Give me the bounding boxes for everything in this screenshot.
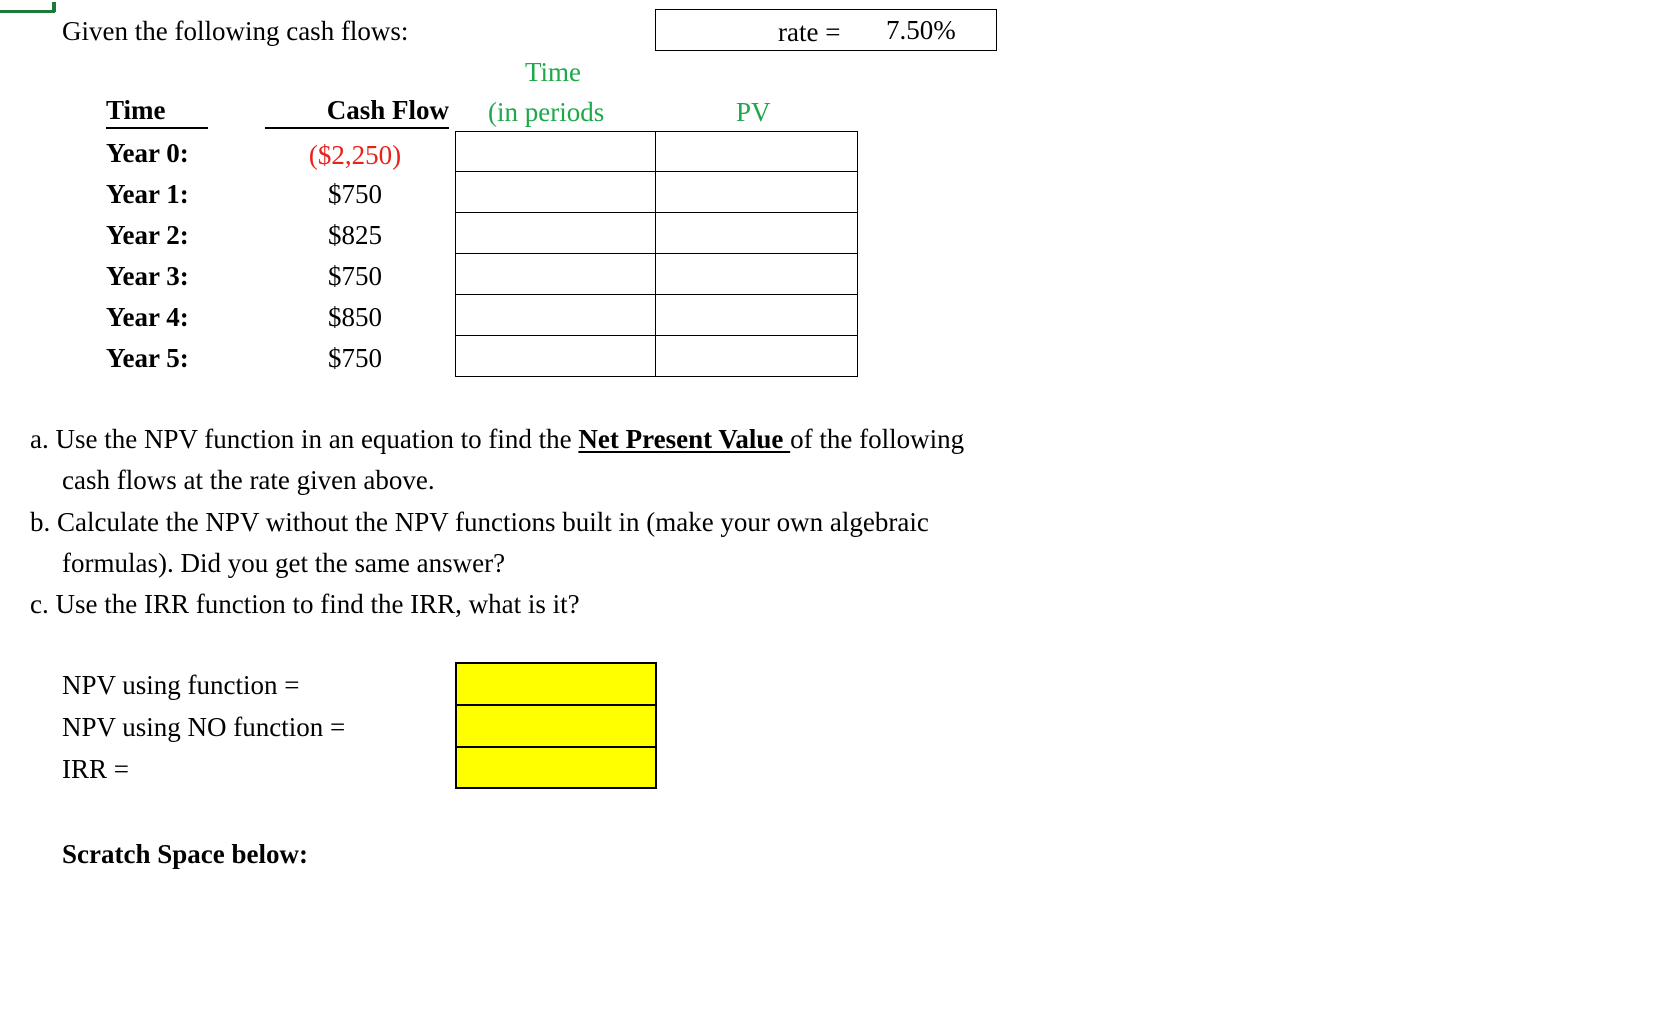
period-cell-4[interactable] — [455, 294, 657, 337]
irr-label: IRR = — [62, 754, 129, 784]
cell-selection-marker — [0, 10, 55, 13]
period-cell-5[interactable] — [455, 335, 657, 377]
periods-header-line2: (in periods — [488, 97, 605, 127]
time-header — [106, 93, 208, 129]
row-label-4: Year 4: — [106, 302, 189, 332]
question-a-line2: cash flows at the rate given above. — [62, 465, 435, 495]
question-a-suffix: of the following — [790, 424, 965, 454]
cash-flow-5: $750 — [328, 343, 382, 373]
cash-flow-header — [265, 93, 449, 129]
period-cell-1[interactable] — [455, 171, 657, 214]
periods-header-line1: Time — [525, 57, 582, 87]
npv-nofunction-label: NPV using NO function = — [62, 712, 346, 742]
period-cell-0[interactable] — [455, 131, 657, 173]
pv-header: PV — [736, 97, 771, 127]
pv-cell-3[interactable] — [655, 253, 858, 296]
pv-cell-4[interactable] — [655, 294, 858, 337]
rate-label: rate = — [778, 17, 841, 47]
npv-function-answer-cell[interactable] — [455, 662, 657, 706]
cash-flow-1: $750 — [328, 179, 382, 209]
irr-answer-cell[interactable] — [455, 746, 657, 789]
question-b-line1: b. Calculate the NPV without the NPV functions built in (make your own algebraic — [30, 507, 929, 537]
question-a-bold: Net Present Value — [578, 424, 791, 454]
npv-nofunction-answer-cell[interactable] — [455, 704, 657, 748]
page-title: Given the following cash flows: — [62, 16, 409, 46]
pv-cell-1[interactable] — [655, 171, 858, 214]
time-header-text: Time — [106, 95, 166, 125]
npv-function-label: NPV using function = — [62, 670, 300, 700]
pv-cell-5[interactable] — [655, 335, 858, 377]
question-c-line1: c. Use the IRR function to find the IRR, what is it? — [30, 589, 580, 619]
question-a-line1 — [30, 422, 964, 456]
question-a-prefix: a. Use the NPV function in an equation to find the — [30, 424, 579, 454]
row-label-2: Year 2: — [106, 220, 189, 250]
rate-value[interactable]: 7.50% — [886, 15, 956, 45]
cash-flow-0: ($2,250) — [308, 140, 402, 170]
row-label-0: Year 0: — [106, 138, 189, 168]
question-b-line2: formulas). Did you get the same answer? — [62, 548, 506, 578]
period-cell-3[interactable] — [455, 253, 657, 296]
row-label-3: Year 3: — [106, 261, 189, 291]
scratch-space-label: Scratch Space below: — [62, 839, 308, 869]
row-label-1: Year 1: — [106, 179, 189, 209]
pv-cell-2[interactable] — [655, 212, 858, 255]
cell-selection-handle — [52, 2, 56, 12]
pv-cell-0[interactable] — [655, 131, 858, 173]
cash-flow-3: $750 — [328, 261, 382, 291]
cash-flow-2: $825 — [328, 220, 382, 250]
period-cell-2[interactable] — [455, 212, 657, 255]
cash-flow-4: $850 — [328, 302, 382, 332]
cash-flow-header-text: Cash Flow — [326, 95, 449, 125]
row-label-5: Year 5: — [106, 343, 189, 373]
